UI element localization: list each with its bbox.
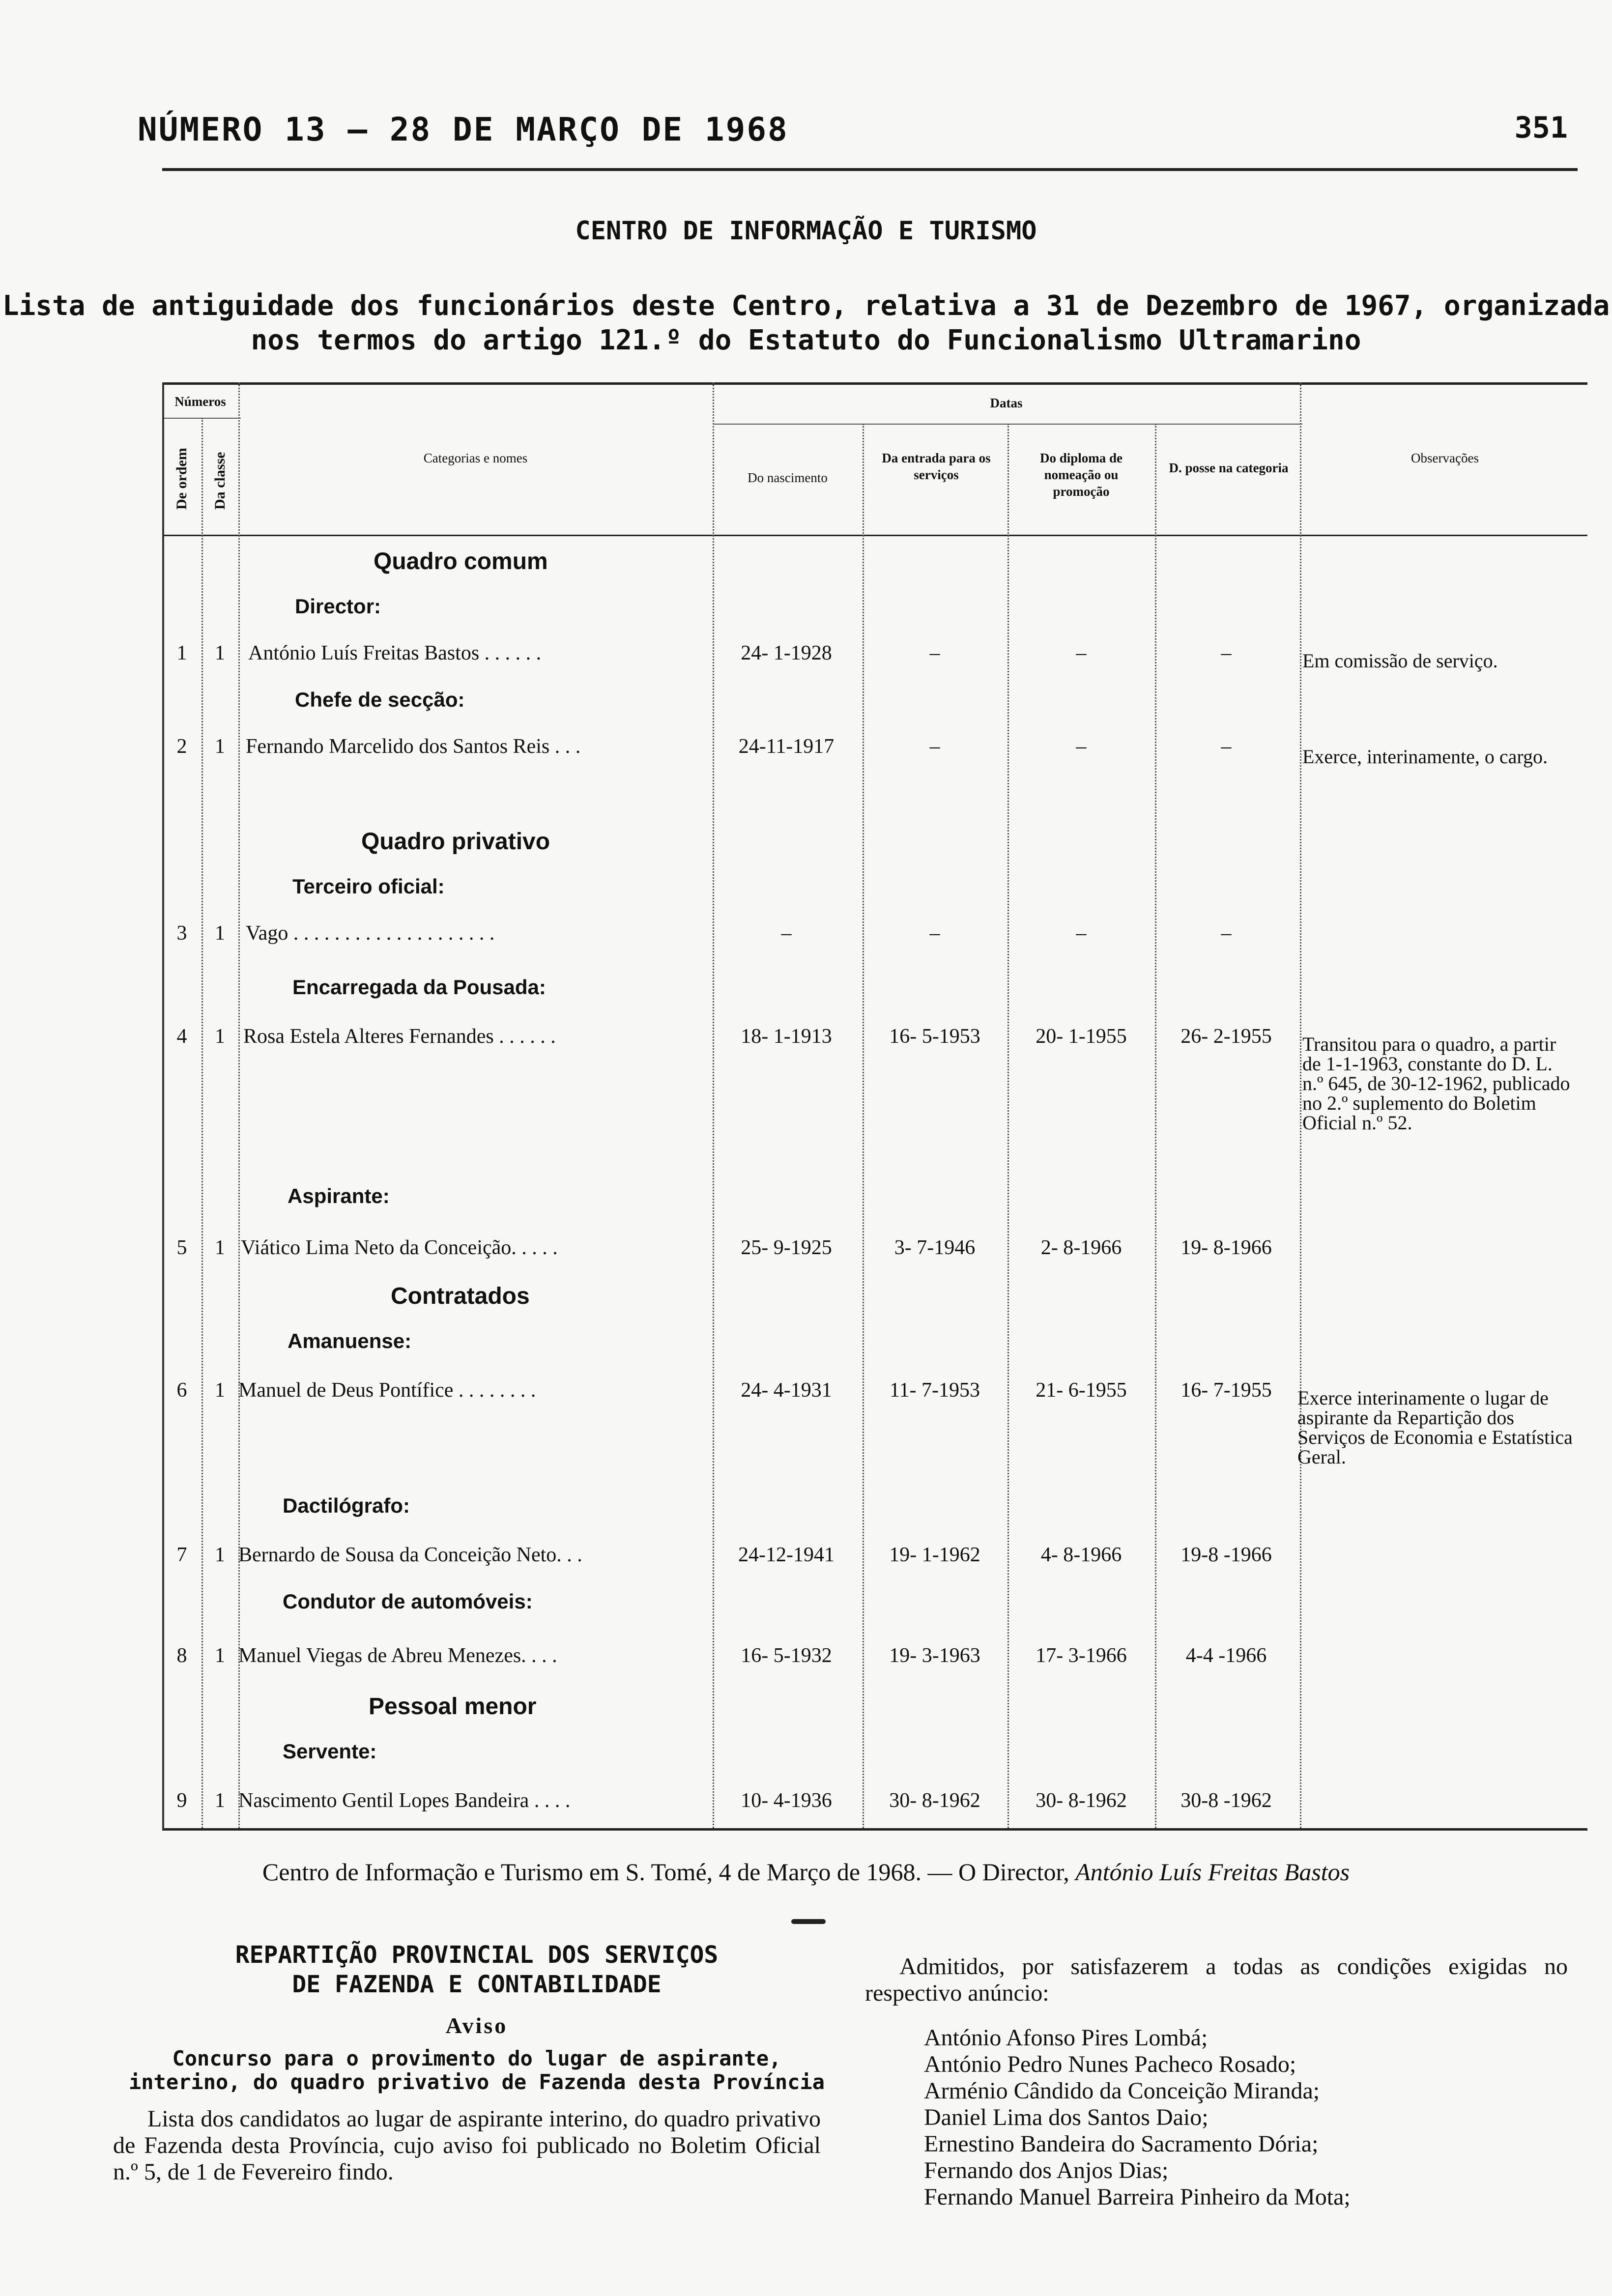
col-divider-ordem	[202, 418, 203, 1828]
row-ordem: 8	[176, 1644, 187, 1667]
row-observacoes: Exerce, interinamente, o cargo.	[1302, 746, 1548, 768]
admitidos-paragraph: Admitidos, por satisfazerem a todas as condições exigidas no respectivo anúncio:	[865, 1953, 1568, 2006]
group-pessoal-menor: Pessoal menor	[369, 1693, 537, 1720]
page-header-title: NÚMERO 13 — 28 DE MARÇO DE 1968	[138, 111, 789, 148]
row-posse: –	[1221, 735, 1232, 758]
category-director: Director:	[295, 595, 381, 618]
table-left-border	[162, 382, 164, 1830]
section-title: CENTRO DE INFORMAÇÃO E TURISMO	[575, 216, 1037, 246]
header-diploma: Do diploma de nomeação ou promoção	[1039, 451, 1123, 499]
row-nome: Nascimento Gentil Lopes Bandeira . . . .	[238, 1789, 571, 1812]
row-nascimento: 24-12-1941	[738, 1544, 835, 1566]
row-diploma: 20- 1-1955	[1036, 1025, 1127, 1048]
category-chefe-seccao: Chefe de secção:	[295, 688, 465, 711]
header-categorias: Categorias e nomes	[423, 451, 528, 465]
row-diploma: –	[1076, 735, 1087, 758]
row-classe: 1	[215, 1544, 225, 1566]
lista-paragraph: Lista dos candidatos ao lugar de aspirante interino, do quadro privativo de Fazenda desta Província, cujo aviso foi publicado no Boletim Oficial n.º 5, de 1 de Fevereiro findo.	[113, 2106, 821, 2185]
row-diploma: 17- 3-1966	[1036, 1644, 1127, 1667]
list-item: Fernando dos Anjos Dias;	[924, 2157, 1169, 2183]
col-divider-classe	[238, 382, 240, 1828]
list-subtitle-line-1: Lista de antiguidade dos funcionários deste Centro, relativa a 31 de Dezembro de 1967, organizada	[2, 290, 1610, 322]
header-numeros: Números	[174, 394, 226, 409]
row-ordem: 2	[176, 735, 187, 758]
col-divider-posse	[1300, 382, 1301, 1828]
footer-signature: António Luís Freitas Bastos	[1075, 1858, 1350, 1886]
concurso-heading: Concurso para o provimento do lugar de aspirante, interino, do quadro privativo de Fazenda desta Província	[128, 2046, 825, 2094]
row-nascimento: 10- 4-1936	[741, 1789, 832, 1812]
table-header-rule	[162, 535, 1587, 536]
row-diploma: –	[1076, 642, 1087, 664]
list-item: Arménio Cândido da Conceição Miranda;	[924, 2078, 1320, 2104]
row-ordem: 4	[176, 1025, 187, 1048]
row-ordem: 9	[176, 1789, 187, 1812]
row-ordem: 7	[176, 1544, 187, 1566]
col-divider-nome	[713, 382, 714, 1828]
row-nascimento: 24-11-1917	[738, 735, 835, 758]
list-subtitle-line-2: nos termos do artigo 121.º do Estatuto do Funcionalismo Ultramarino	[251, 324, 1361, 356]
row-diploma: –	[1076, 922, 1087, 945]
row-ordem: 6	[176, 1379, 187, 1402]
reparticao-title-2: DE FAZENDA E CONTABILIDADE	[292, 1971, 662, 1998]
col-divider-diploma	[1155, 424, 1156, 1828]
list-item: Ernestino Bandeira do Sacramento Dória;	[924, 2131, 1319, 2157]
category-amanuense: Amanuense:	[288, 1329, 412, 1352]
row-nome: António Luís Freitas Bastos . . . . . .	[248, 642, 542, 664]
reparticao-title-1: REPARTIÇÃO PROVINCIAL DOS SERVIÇOS	[235, 1941, 719, 1969]
list-item: António Afonso Pires Lombá;	[924, 2025, 1208, 2051]
row-posse: –	[1221, 642, 1232, 664]
row-observacoes: Em comissão de serviço.	[1302, 650, 1498, 672]
header-entrada: Da entrada para os serviços	[882, 451, 991, 482]
category-servente: Servente:	[283, 1740, 377, 1763]
list-item: Daniel Lima dos Santos Daio;	[924, 2104, 1209, 2130]
row-nascimento: –	[781, 922, 792, 945]
row-posse: 4-4 -1966	[1185, 1644, 1267, 1667]
page-number: 351	[1514, 111, 1568, 145]
col-divider-nascimento	[863, 424, 864, 1828]
list-item: Fernando Manuel Barreira Pinheiro da Mota;	[924, 2184, 1351, 2210]
table-bottom-rule	[162, 1828, 1587, 1831]
category-dactilografo: Dactilógrafo:	[283, 1494, 410, 1517]
row-posse: 19- 8-1966	[1180, 1236, 1272, 1259]
row-entrada: 16- 5-1953	[889, 1025, 980, 1048]
header-observacoes: Observações	[1411, 451, 1479, 465]
row-entrada: –	[929, 922, 940, 945]
header-nascimento: Do nascimento	[748, 470, 828, 485]
row-classe: 1	[215, 1789, 225, 1812]
row-nome: Rosa Estela Alteres Fernandes . . . . . .	[243, 1025, 556, 1048]
row-nascimento: 16- 5-1932	[741, 1644, 832, 1667]
row-nascimento: 24- 4-1931	[741, 1379, 832, 1402]
header-da-classe: Da classe	[212, 452, 228, 510]
row-posse: 16- 7-1955	[1180, 1379, 1272, 1402]
row-entrada: 19- 3-1963	[889, 1644, 980, 1667]
header-datas: Datas	[990, 396, 1023, 410]
row-nome: Vago . . . . . . . . . . . . . . . . . . . .	[246, 922, 495, 945]
group-quadro-privativo: Quadro privativo	[361, 829, 550, 855]
row-posse: 26- 2-1955	[1180, 1025, 1272, 1048]
row-diploma: 21- 6-1955	[1036, 1379, 1127, 1402]
row-ordem: 5	[176, 1236, 187, 1259]
footer-text: Centro de Informação e Turismo em S. Tomé, 4 de Março de 1968. — O Director,	[262, 1858, 1069, 1886]
category-aspirante: Aspirante:	[288, 1184, 390, 1207]
row-nome: Fernando Marcelido dos Santos Reis . . .	[246, 735, 581, 758]
row-classe: 1	[215, 642, 225, 664]
row-classe: 1	[215, 735, 225, 758]
list-item: António Pedro Nunes Pacheco Rosado;	[924, 2051, 1296, 2077]
header-posse: D. posse na categoria	[1169, 460, 1289, 475]
row-entrada: –	[929, 735, 940, 758]
category-condutor: Condutor de automóveis:	[283, 1590, 533, 1613]
group-contratados: Contratados	[391, 1283, 530, 1309]
header-de-ordem: De ordem	[173, 448, 190, 510]
category-encarregada-pousada: Encarregada da Pousada:	[292, 976, 546, 999]
row-posse: 19-8 -1966	[1180, 1544, 1272, 1566]
row-diploma: 2- 8-1966	[1040, 1236, 1122, 1259]
row-nascimento: 25- 9-1925	[741, 1236, 832, 1259]
row-nome: Manuel de Deus Pontífice . . . . . . . .	[238, 1379, 536, 1402]
col-divider-entrada	[1008, 424, 1009, 1828]
category-terceiro-oficial: Terceiro oficial:	[292, 875, 445, 898]
row-nascimento: 24- 1-1928	[741, 642, 832, 664]
row-classe: 1	[215, 1025, 225, 1048]
row-entrada: –	[929, 642, 940, 664]
row-ordem: 3	[176, 922, 187, 945]
row-classe: 1	[215, 1644, 225, 1667]
row-nome: Viático Lima Neto da Conceição. . . . .	[241, 1236, 558, 1259]
aviso-heading: Aviso	[445, 2013, 508, 2038]
row-posse: 30-8 -1962	[1180, 1789, 1272, 1812]
table-top-rule	[162, 382, 1587, 385]
row-diploma: 30- 8-1962	[1036, 1789, 1127, 1812]
row-entrada: 3- 7-1946	[894, 1236, 976, 1259]
row-posse: –	[1221, 922, 1232, 945]
row-nome: Bernardo de Sousa da Conceição Neto. . .	[238, 1544, 582, 1566]
row-entrada: 19- 1-1962	[889, 1544, 980, 1566]
row-entrada: 30- 8-1962	[889, 1789, 980, 1812]
row-entrada: 11- 7-1953	[890, 1379, 980, 1402]
footer-signature-line	[0, 1858, 1612, 1886]
row-classe: 1	[215, 1236, 225, 1259]
row-diploma: 4- 8-1966	[1040, 1544, 1122, 1566]
row-classe: 1	[215, 1379, 225, 1402]
row-observacoes: Exerce interinamente o lugar de aspirante da Repartição dos Serviços de Economia e Estatística Geral.	[1297, 1387, 1573, 1468]
group-quadro-comum: Quadro comum	[374, 548, 548, 574]
candidates-list	[924, 2025, 1351, 2210]
header-rule	[162, 168, 1578, 171]
row-ordem: 1	[176, 642, 187, 664]
section-separator	[791, 1919, 826, 1924]
row-nascimento: 18- 1-1913	[741, 1025, 832, 1048]
row-classe: 1	[215, 922, 225, 945]
row-observacoes: Transitou para o quadro, a partir de 1-1-1963, constante do D. L. n.º 645, de 30-12-1962, publicado no 2.º suplemento do Boletim Oficial n.º 52.	[1302, 1033, 1570, 1134]
row-nome: Manuel Viegas de Abreu Menezes. . . .	[238, 1644, 557, 1667]
